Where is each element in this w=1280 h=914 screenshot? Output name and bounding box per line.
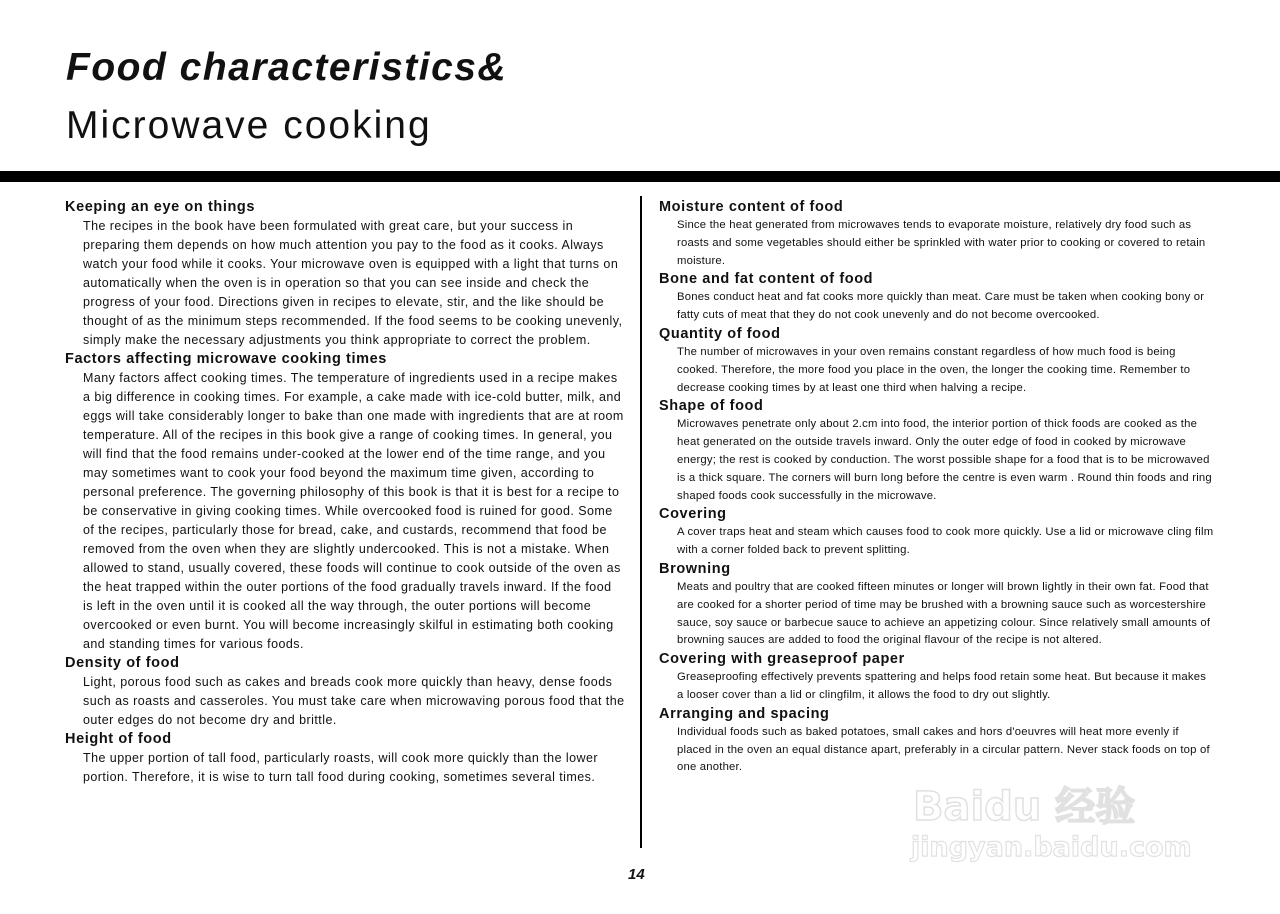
section-browning: [659, 560, 1215, 650]
section-heading: Height of food: [65, 731, 172, 747]
page-title-line-2: Microwave cooking: [66, 104, 432, 147]
section-body: Light, porous food such as cakes and breads cook more quickly than heavy, dense foods such as roasts and casseroles. You must take care when microwaving porous food that the outer edges do not become dry and brittle.: [83, 675, 625, 727]
section-cooking-times: [65, 350, 625, 654]
section-heading: Covering: [659, 506, 727, 523]
section-density: [65, 654, 625, 730]
column-divider: [640, 196, 642, 848]
section-covering: [659, 505, 1215, 560]
section-height: [65, 730, 625, 787]
section-heading: Shape of food: [659, 398, 764, 415]
section-body: Microwaves penetrate only about 2.cm into food, the interior portion of thick foods are cooked as the heat generated on the outside travels inward. Only the outer edge of food in cooked by microwave energy; the rest is cooked by conduction. The worst possible shape for a food that is to be microwaved is a thick square. The corners will burn long before the centre is even warm . Round thin foods and ring shaped foods cook successfully in the microwave.: [677, 418, 1212, 502]
page-number: 14: [628, 866, 645, 883]
section-body: A cover traps heat and steam which causes food to cook more quickly. Use a lid or microwave cling film with a corner folded back to prevent splitting.: [677, 526, 1214, 557]
section-keeping-an-eye: [65, 198, 625, 350]
section-bone-fat: [659, 270, 1215, 325]
section-quantity: [659, 325, 1215, 397]
baidu-watermark-logo: [905, 768, 1205, 868]
section-shape: [659, 397, 1215, 505]
section-heading: Bone and fat content of food: [659, 271, 874, 288]
section-body: Meats and poultry that are cooked fifteen minutes or longer will brown lightly in their own fat. Food that are cooked for a shorter period of time may be brushed with a browning sauce such as worcestershire sauce, soy sauce or barbecue sauce to achieve an appetizing colour. Since relatively small amounts of browning sauces are added to food the original flavour of the recipe is not altered.: [677, 580, 1211, 647]
section-body: Greaseproofing effectively prevents spattering and helps food retain some heat. But because it makes a looser cover than a lid or clingfilm, it allows the food to dry out slightly.: [677, 671, 1207, 701]
section-body: The upper portion of tall food, particularly roasts, will cook more quickly than the lower portion. Therefore, it is wise to turn tall food during cooking, sometimes several times.: [83, 751, 599, 784]
header-rule: [0, 171, 1280, 182]
page-title-line-1: Food characteristics&: [66, 46, 508, 89]
section-heading: Arranging and spacing: [659, 705, 830, 722]
section-body: The number of microwaves in your oven remains constant regardless of how much food is being cooked. Therefore, the more food you place in the oven, the longer the cooking time. Remember to decrease cooking times by at least one third when halving a recipe.: [677, 345, 1191, 394]
section-greaseproof: [659, 650, 1215, 705]
section-arranging: [659, 705, 1215, 777]
section-body: The recipes in the book have been formulated with great care, but your success in preparing them depends on how much attention you pay to the food as it cooks. Always watch your food while it cooks. Your microwave oven is equipped with a light that turns on automatically when the oven is in operation so that you can see inside and check the progress of your food. Directions given in recipes to elevate, stir, and the like should be thought of as the minimum steps recommended. If the food seems to be cooking unevenly, simply make the necessary adjustments you think appropriate to correct the problem.: [83, 219, 623, 347]
section-heading: Browning: [659, 560, 731, 577]
watermark-logo-text: Baidu 经验: [913, 784, 1136, 830]
section-body: Since the heat generated from microwaves tends to evaporate moisture, relatively dry food such as roasts and some vegetables should either be sprinkled with water prior to cooking or covered to retain moisture.: [677, 219, 1206, 267]
section-body: Bones conduct heat and fat cooks more quickly than meat. Care must be taken when cooking bony or fatty cuts of meat that they do not cook unevenly and do not become overcooked.: [677, 291, 1205, 322]
section-heading: Covering with greaseproof paper: [659, 651, 905, 668]
section-heading: Factors affecting microwave cooking times: [65, 351, 387, 367]
watermark-url-text: jingyan.baidu.com: [911, 832, 1192, 863]
section-heading: Moisture content of food: [659, 199, 844, 215]
section-body: Many factors affect cooking times. The temperature of ingredients used in a recipe makes a big difference in cooking times. For example, a cake made with ice-cold butter, milk, and eggs will take considerably longer to bake than one made with ingredients that are at room temperature. All of the recipes in this book give a range of cooking times. In general, you will find that the food remains under-cooked at the lower end of the time range, and you may sometimes want to cook your food beyond the maximum time given, according to personal preference. The governing philosophy of this book is that it is best for a recipe to be conservative in giving cooking times. While overcooked food is ruined for good. Some of the recipes, particularly those for bread, cake, and custards, recommend that food be removed from the oven when they are slightly undercooked. This is not a mistake. When allowed to stand, usually covered, these foods will continue to cook outside of the oven as the heat trapped within the outer portions of the food gradually travels inward. If the food is left in the oven until it is cooked all the way through, the outer portions will become overcooked or even burnt. You will become increasingly skilful in estimating both cooking and standing times for various foods.: [83, 371, 624, 651]
left-column: [65, 198, 625, 787]
section-moisture: [659, 198, 1215, 270]
right-column: [659, 198, 1215, 777]
section-body: Individual foods such as baked potatoes, small cakes and hors d'oeuvres will heat more evenly if placed in the oven an equal distance apart, preferably in a circular pattern. Never stack foods on top of one another.: [677, 725, 1210, 774]
section-heading: Density of food: [65, 655, 180, 671]
section-heading: Keeping an eye on things: [65, 199, 256, 215]
section-heading: Quantity of food: [659, 325, 781, 342]
